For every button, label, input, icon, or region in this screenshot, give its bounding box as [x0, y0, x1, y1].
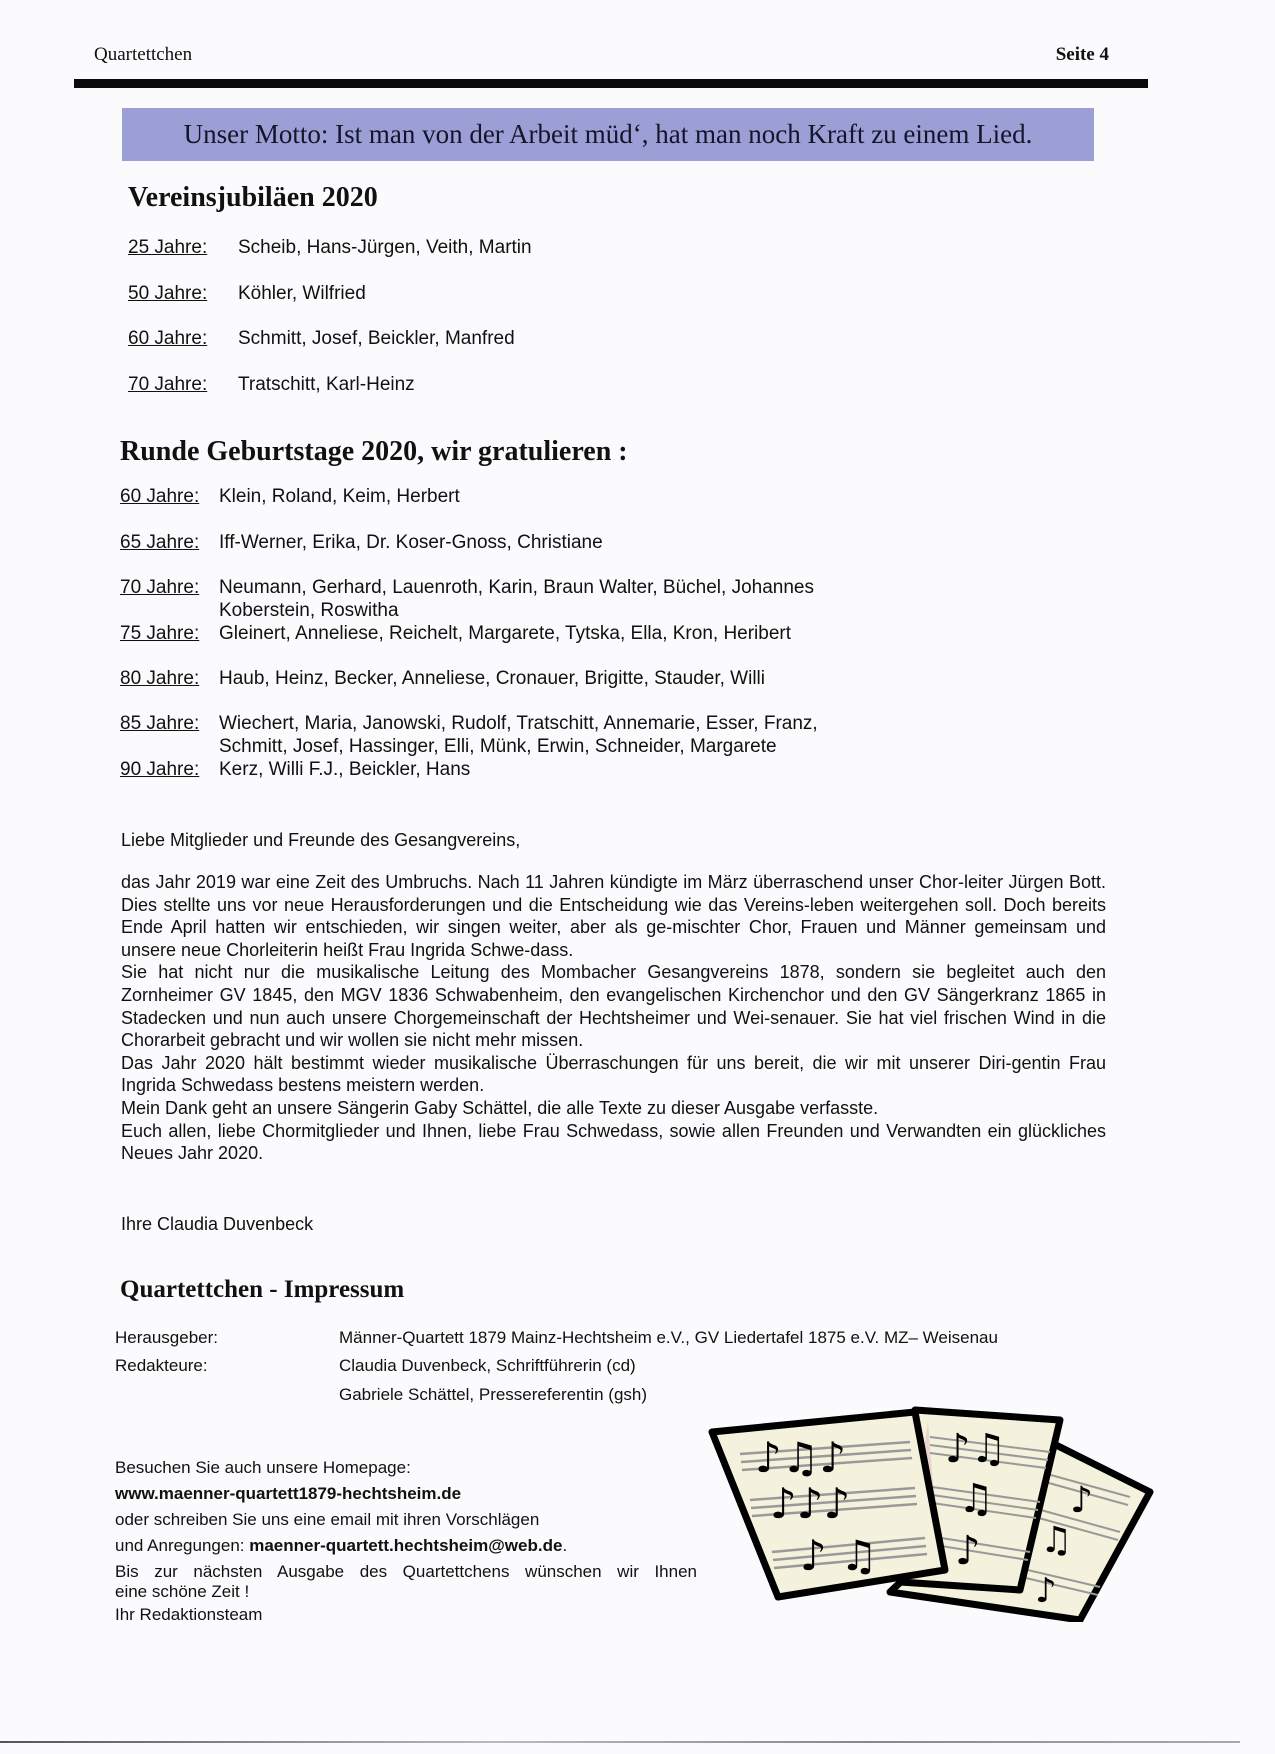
jubilaeum-label: 50 Jahre: [128, 283, 208, 304]
letter-greeting: Liebe Mitglieder und Freunde des Gesangvereins, [121, 830, 521, 850]
email-intro: oder schreiben Sie uns eine email mit ihren Vorschlägen [115, 1510, 540, 1529]
birthday-label: 65 Jahre: [120, 532, 200, 553]
jubilaeum-names: Schmitt, Josef, Beickler, Manfred [238, 328, 515, 349]
email-suffix: . [562, 1536, 568, 1555]
birthday-row [120, 577, 814, 622]
jubilaeum-names: Köhler, Wilfried [238, 283, 366, 304]
birthday-names: Gleinert, Anneliese, Reichelt, Margarete, Tytska, Ella, Kron, Heribert [219, 623, 792, 644]
jubilaeum-names: Scheib, Hans-Jürgen, Veith, Martin [238, 237, 532, 258]
note-glyph: ♪♫♪ [755, 1433, 847, 1482]
closing-line-1: Bis zur nächsten Ausgabe des Quartettchens wünschen wir Ihnen [115, 1562, 697, 1581]
homepage-intro: Besuchen Sie auch unsere Homepage: [115, 1458, 411, 1477]
birthday-names: Klein, Roland, Keim, Herbert [219, 486, 460, 507]
birthday-names: Iff-Werner, Erika, Dr. Koser-Gnoss, Christiane [219, 532, 603, 553]
motto-banner [122, 108, 1094, 161]
header-rule [74, 79, 1148, 88]
birthday-row [120, 486, 460, 508]
page-number: Seite 4 [1055, 44, 1109, 65]
jubilaeum-label: 60 Jahre: [128, 328, 208, 349]
redakteur-2: Gabriele Schättel, Pressereferentin (gsh) [339, 1385, 648, 1404]
birthday-label: 80 Jahre: [120, 668, 200, 689]
birthday-row [120, 623, 791, 645]
birthday-names: Wiechert, Maria, Janowski, Rudolf, Tratschitt, Annemarie, Esser, Franz, [219, 713, 818, 734]
publication-name: Quartettchen [94, 44, 193, 65]
redakteur-1: Claudia Duvenbeck, Schriftführerin (cd) [339, 1356, 636, 1375]
email-link[interactable]: maenner-quartett.hechtsheim@web.de [249, 1536, 563, 1555]
birthday-row [120, 759, 470, 781]
birthday-row [120, 713, 818, 758]
section-title-jubilaeen: Vereinsjubiläen 2020 [128, 182, 378, 213]
letter-body [121, 871, 1106, 1165]
birthday-label: 60 Jahre: [120, 486, 200, 507]
letter-paragraph: Sie hat nicht nur die musikalische Leitung des Mombacher Gesangvereins 1878, sondern sie begleitet auch den Zornheimer GV 1845, den MGV 1836 Schwabenheim, den evangelischen Kirchenchor und den GV Sängerkranz 1865 in Stadecken und nun auch unsere Chorgemeinschaft der Hechtsheimer und Wei-senauer. Sie hat viel frischen Wind in die Chorarbeit gebracht und wir wollen sie nicht mehr missen. [121, 962, 1106, 1051]
redakteure-label: Redakteure: [115, 1356, 208, 1375]
jubilaeum-label: 25 Jahre: [128, 237, 208, 258]
contact-block [115, 1455, 697, 1628]
birthday-names: Kerz, Willi F.J., Beickler, Hans [219, 759, 471, 780]
letter-paragraph: Das Jahr 2020 hält bestimmt wieder musikalische Überraschungen für uns bereit, die wir mit unserer Diri-gentin Frau Ingrida Schwedass bestens meistern werden. [121, 1052, 1106, 1096]
closing-line-2: eine schöne Zeit ! [115, 1582, 250, 1601]
email-prefix: und Anregungen: [115, 1536, 250, 1555]
sheet-music-page-front [712, 1412, 945, 1597]
motto-text: Unser Motto: Ist man von der Arbeit müd‘, hat man noch Kraft zu einem Lied. [183, 119, 1033, 149]
jubilaeum-row [128, 283, 366, 305]
note-glyph: ♫ [1040, 1520, 1073, 1561]
bottom-rule [0, 1741, 1240, 1743]
note-glyph: ♪ [1070, 1480, 1093, 1521]
birthday-names-continued: Schmitt, Josef, Hassinger, Elli, Münk, Erwin, Schneider, Margarete [219, 736, 777, 757]
jubilaeum-row [128, 237, 532, 259]
birthday-names: Haub, Heinz, Becker, Anneliese, Cronauer, Brigitte, Stauder, Willi [219, 668, 765, 689]
sheet-music-icon [700, 1392, 1160, 1622]
birthday-names-continued: Koberstein, Roswitha [219, 600, 399, 621]
birthday-label: 90 Jahre: [120, 759, 200, 780]
birthday-label: 85 Jahre: [120, 713, 200, 734]
herausgeber-value: Männer-Quartett 1879 Mainz-Hechtsheim e.V., GV Liedertafel 1875 e.V. MZ– Weisenau [339, 1328, 998, 1347]
birthday-row [120, 668, 765, 690]
note-glyph: ♪ [955, 1528, 981, 1574]
homepage-link[interactable]: www.maenner-quartett1879-hechtsheim.de [115, 1484, 462, 1503]
section-title-geburtstage: Runde Geburtstage 2020, wir gratulieren : [120, 436, 628, 467]
jubilaeum-row [128, 374, 415, 396]
birthday-row [120, 532, 603, 554]
birthday-label: 75 Jahre: [120, 623, 200, 644]
note-glyph: ♪ [1035, 1571, 1057, 1611]
letter-signoff: Ihre Claudia Duvenbeck [121, 1214, 314, 1234]
jubilaeum-row [128, 328, 515, 350]
note-glyph: ♪♫ [945, 1426, 1007, 1472]
letter-paragraph: das Jahr 2019 war eine Zeit des Umbruchs. Nach 11 Jahren kündigte im März überraschend unser Chor-leiter Jürgen Bott. Dies stellte uns vor neue Herausforderungen und die Entscheidung wie das Vereins-leben weitergehen soll. Doch bereits Ende April hatten wir entschieden, wir singen weiter, aber als ge-mischter Chor, Frauen und Männer gemeinsam und unsere neue Chorleiterin heißt Frau Ingrida Schwe-dass. [121, 872, 1106, 960]
section-title-impressum: Quartettchen - Impressum [120, 1276, 405, 1303]
note-glyph: ♪♪♪ [770, 1479, 851, 1528]
jubilaeum-names: Tratschitt, Karl-Heinz [238, 374, 415, 395]
note-glyph: ♫ [958, 1476, 994, 1522]
jubilaeum-label: 70 Jahre: [128, 374, 208, 395]
birthday-label: 70 Jahre: [120, 577, 200, 598]
birthday-names: Neumann, Gerhard, Lauenroth, Karin, Braun Walter, Büchel, Johannes [219, 577, 814, 598]
editorial-team: Ihr Redaktionsteam [115, 1605, 263, 1624]
letter-paragraph: Euch allen, liebe Chormitglieder und Ihnen, liebe Frau Schwedass, sowie allen Freunden und Verwandten ein glückliches Neues Jahr 2020. [121, 1120, 1106, 1164]
herausgeber-label: Herausgeber: [115, 1328, 219, 1347]
letter-paragraph: Mein Dank geht an unsere Sängerin Gaby Schättel, die alle Texte zu dieser Ausgabe verfasste. [121, 1097, 879, 1118]
note-glyph: ♪ ♫ [800, 1531, 878, 1580]
